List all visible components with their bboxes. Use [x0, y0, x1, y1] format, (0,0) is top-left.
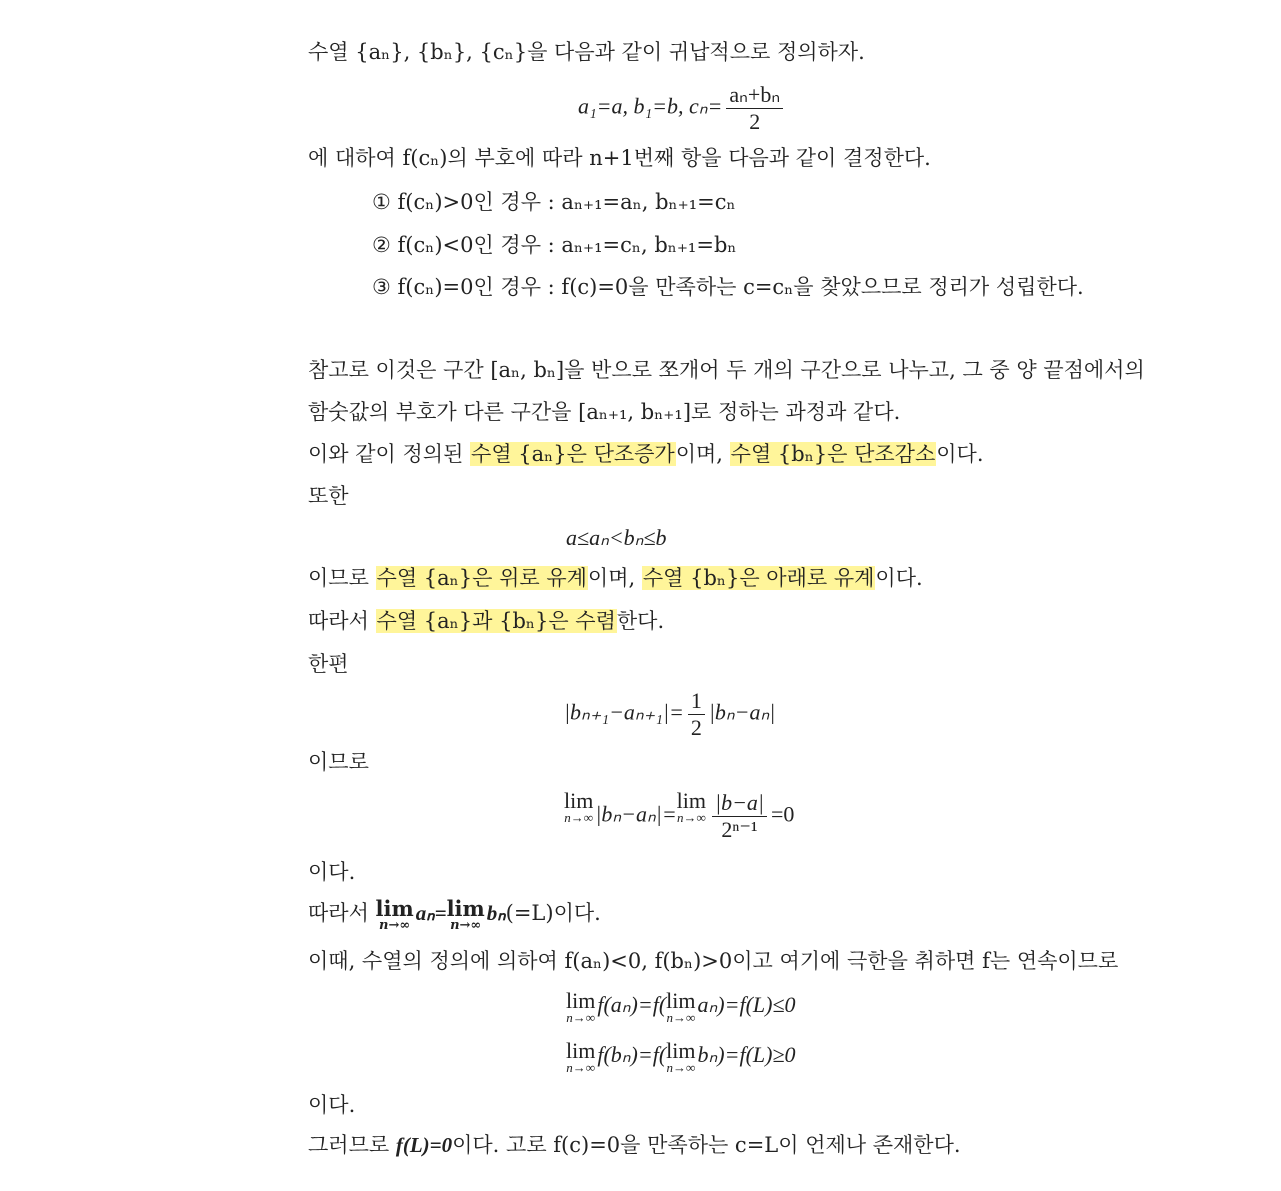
bounded-post: 이다.: [875, 566, 923, 590]
highlight-converge: 수열 {aₙ}과 {bₙ}은 수렴: [376, 609, 616, 633]
limit-an: aₙ=: [415, 901, 447, 925]
inequality-expr: a≤aₙ<bₙ≤b: [566, 525, 667, 550]
conclusion-text: [308, 1130, 961, 1160]
fb-inner: bₙ: [697, 1042, 718, 1067]
limit-equality-post: (=L)이다.: [505, 901, 601, 925]
fa-limit-equation: [566, 990, 796, 1024]
fb-limit-equation: [566, 1040, 796, 1074]
note-line-1: 참고로 이것은 구간 [aₙ, bₙ]을 반으로 쪼개어 두 개의 구간으로 나누고, 그 중 양 끝점에서의: [308, 358, 1145, 382]
is-text-2: 이다.: [308, 1093, 356, 1117]
therefore-text: 이므로: [308, 750, 369, 774]
limit-bn: bₙ: [486, 901, 506, 925]
monotone-pre: 이와 같이 정의된: [308, 442, 471, 466]
lim-operator-6: lim n→∞: [666, 988, 696, 1025]
limit-equality-pre: 따라서: [308, 901, 376, 925]
lim-operator-8: lim n→∞: [666, 1038, 696, 1075]
lim-operator-2: lim n→∞: [676, 788, 707, 825]
highlight-bn-decreasing: 수열 {bₙ}은 단조감소: [730, 442, 936, 466]
fb-left: f(bₙ)=f(: [597, 1042, 667, 1067]
limit-rhs: =0: [770, 801, 795, 827]
inequality-equation: [566, 523, 667, 553]
conclusion-bold: f(L)=0: [395, 1133, 453, 1157]
definition-fraction: [726, 82, 783, 135]
conclusion-post: 이다. 고로 f(c)=0을 만족하는 c=L이 언제나 존재한다.: [452, 1133, 961, 1157]
limit-lhs: |bₙ−aₙ|=: [595, 801, 677, 827]
conclusion-pre: 그러므로: [308, 1133, 396, 1157]
lim-operator-4: lim n→∞: [446, 896, 485, 933]
limit-equality-text: [308, 898, 601, 932]
fa-left: f(aₙ)=f(: [597, 992, 667, 1017]
bounded-mid: 이며,: [587, 566, 642, 590]
limit-denominator: 2ⁿ⁻¹: [721, 817, 758, 842]
note-line-2: 함숫값의 부호가 다른 구간을 [aₙ₊₁, bₙ₊₁]로 정하는 과정과 같다.: [308, 400, 901, 424]
fraction-numerator: aₙ+bₙ: [726, 82, 783, 109]
meanwhile-text: 한편: [308, 652, 349, 676]
monotone-mid: 이며,: [675, 442, 730, 466]
case-3: ③ f(cₙ)=0인 경우 : f(c)=0을 만족하는 c=cₙ을 찾았으므로 정리가 성립한다.: [372, 275, 1084, 299]
half-denominator: 2: [690, 715, 702, 740]
fa-inner: aₙ: [697, 992, 718, 1017]
half-numerator: 1: [688, 688, 705, 715]
definition-equation: [578, 82, 787, 135]
limit-numerator: |b−a|: [712, 790, 767, 817]
monotone-text: [308, 439, 984, 469]
intro-text: 수열 {aₙ}, {bₙ}, {cₙ}을 다음과 같이 귀납적으로 정의하자.: [308, 40, 865, 64]
converge-text: [308, 606, 664, 636]
converge-pre: 따라서: [308, 609, 376, 633]
case-2: ② f(cₙ)<0인 경우 : aₙ₊₁=cₙ, bₙ₊₁=bₙ: [372, 233, 737, 257]
highlight-an-increasing: 수열 {aₙ}은 단조증가: [471, 442, 675, 466]
highlight-an-bounded-above: 수열 {aₙ}은 위로 유계: [376, 566, 587, 590]
bounded-pre: 이므로: [308, 566, 376, 590]
case-1: ① f(cₙ)>0인 경우 : aₙ₊₁=aₙ, bₙ₊₁=cₙ: [372, 190, 736, 214]
lim-operator-7: lim n→∞: [566, 1038, 596, 1075]
highlight-bn-bounded-below: 수열 {bₙ}은 아래로 유계: [642, 566, 875, 590]
fraction-denominator: 2: [749, 109, 761, 134]
converge-post: 한다.: [616, 609, 665, 633]
continuity-text: 이때, 수열의 정의에 의하여 f(aₙ)<0, f(bₙ)>0이고 여기에 극한을 취하면 f는 연속이므로: [308, 949, 1119, 973]
lim-operator-3: lim n→∞: [375, 896, 414, 933]
is-text-1: 이다.: [308, 860, 356, 884]
also-text: 또한: [308, 484, 349, 508]
fb-right: )=f(L)≥0: [717, 1042, 796, 1067]
monotone-post: 이다.: [936, 442, 984, 466]
half-lhs: |bₙ₊₁−aₙ₊₁|=: [564, 699, 684, 725]
half-fraction: [688, 688, 705, 741]
limit-fraction: [712, 790, 767, 843]
half-equation: [564, 688, 775, 741]
sign-rule-text: 에 대하여 f(cₙ)의 부호에 따라 n+1번째 항을 다음과 같이 결정한다.: [308, 146, 931, 170]
fa-right: )=f(L)≤0: [717, 992, 796, 1017]
bounded-text: [308, 563, 923, 593]
half-rhs: |bₙ−aₙ|: [708, 699, 776, 725]
limit-equation: [564, 790, 794, 843]
lim-operator-5: lim n→∞: [566, 988, 596, 1025]
lim-operator-1: lim n→∞: [564, 788, 594, 825]
definition-lhs: a₁=a, b₁=b, cₙ=: [578, 93, 723, 119]
